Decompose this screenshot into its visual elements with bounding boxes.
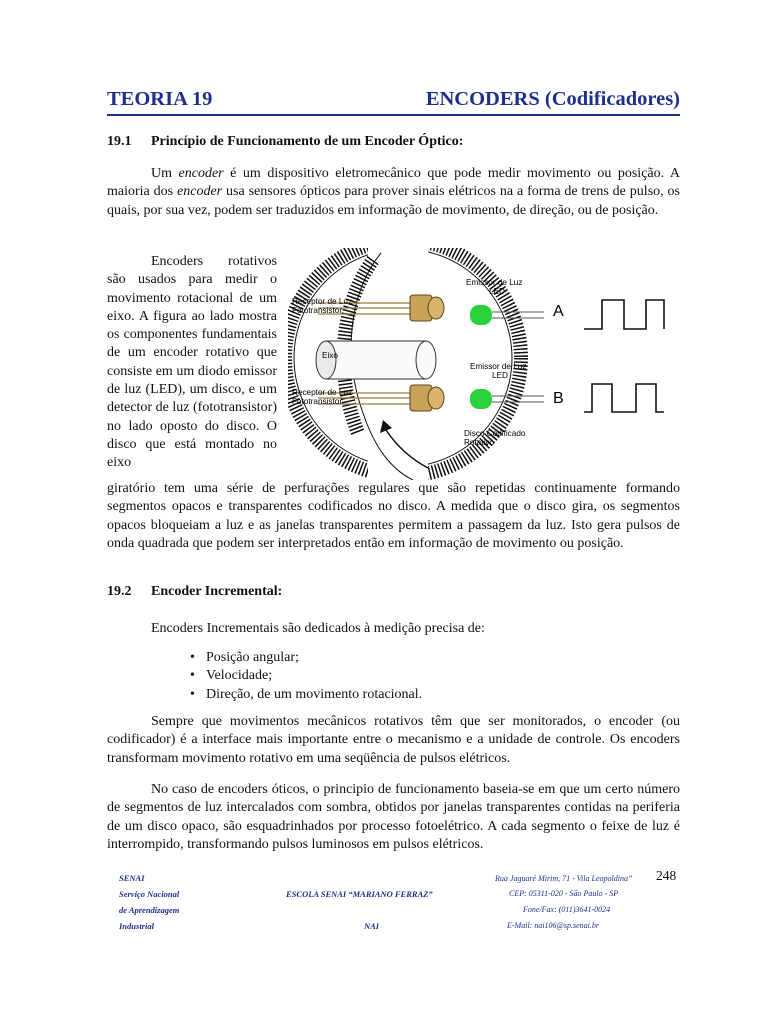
list-item: • Direção, de um movimento rotacional. bbox=[192, 686, 422, 704]
pulse-train-a bbox=[584, 300, 664, 329]
paragraph-interface: Sempre que movimentos mecânicos rotativos têm que ser monitorados, o encoder (ou codificador) é a interface mais importante entre o mecanismo e a unidade de controle. Os encoders transformam movimento rotativo em uma seqüência de pulsos elétricos. bbox=[107, 714, 680, 766]
encoder-figure bbox=[288, 248, 681, 480]
section-number: 19.2 bbox=[107, 584, 132, 599]
section-title: Encoder Incremental: bbox=[151, 584, 283, 599]
list-item: • Velocidade; bbox=[192, 667, 422, 685]
led-emitter-a bbox=[470, 305, 544, 325]
footer-school: ESCOLA SENAI “MARIANO FERRAZ” bbox=[286, 889, 433, 899]
section-heading-19-1 bbox=[107, 134, 463, 150]
footer-org-line: Serviço Nacional bbox=[119, 889, 180, 899]
receptor-label-top: Receptor de Luz bbox=[292, 297, 353, 306]
footer-org: SENAI bbox=[119, 873, 145, 883]
channel-a-label: A bbox=[553, 303, 564, 320]
paragraph-rotary-continued: giratório tem uma série de perfurações regulares que são repetidas continuamente formando segmentos opacos e transparentes codificados no disco. A medida que o disco gira, os segmentos opacos bloqueiam a luz e as janelas transparentes permitem a passagem da luz. Isto gera pulsos de onda quadrada que podem ser interpretados então em informação de movimento ou posição. bbox=[107, 481, 680, 551]
footer-email: E-Mail: nai106@sp.senai.br bbox=[507, 921, 600, 930]
disc-sublabel: Rotativo bbox=[464, 438, 495, 447]
channel-b-label: B bbox=[553, 390, 564, 407]
emitter-sublabel-top: LED bbox=[489, 287, 505, 296]
paragraph-optical-principle: No caso de encoders óticos, o principio de funcionamento baseia-se em que um certo número de segmentos de luz intercalados com sombra, obtidos por janelas transparentes contidas na periferia de um disco opaco, são esquadrinhados por processo fotoelétrico. A cada segmento o feixe de luz é interrompido, transformando pulsos luminosos em pulsos elétricos. bbox=[107, 782, 680, 852]
paragraph-incremental-intro: Encoders Incrementais são dedicados à medição precisa de: bbox=[151, 621, 485, 636]
footer-org-line: de Aprendizagem bbox=[119, 905, 180, 915]
page-number: 248 bbox=[656, 868, 677, 883]
paragraph-intro: Um encoder é um dispositivo eletromecânico que pode medir movimento ou posição. A maioria dos encoder usa sensores ópticos para prover sinais elétricos na a forma de trens de pulso, os quais, por sua vez, podem ser traduzidos em informação de movimento, de direção, ou de posição. bbox=[107, 166, 680, 218]
shaft bbox=[316, 341, 436, 379]
chapter-subject: ENCODERS (Codificadores) bbox=[425, 88, 680, 110]
chapter-title: TEORIA 19 bbox=[107, 88, 213, 110]
footer-postcode: CEP: 05311-020 - São Paulo - SP bbox=[509, 889, 619, 898]
footer-address: Rua Jaguaré Mirim, 71 - Vila Leopoldina” bbox=[495, 874, 633, 883]
emitter-label-top: Emissor de Luz bbox=[466, 278, 523, 287]
pulse-train-b bbox=[584, 384, 664, 412]
footer-unit: NAI bbox=[364, 921, 380, 931]
paragraph-rotary-side: Encoders rotativos são usados para medir o movimento rotacional de um eixo. A figura ao lado mostra os componentes fundamentais de um encoder rotativo que consiste em um diodo emissor de luz (LED), um disco, e um detector de luz (fototransistor) no lado oposto do disco. O disco que está montado no eixo bbox=[107, 254, 277, 471]
measurement-list bbox=[192, 649, 422, 704]
shaft-label: Eixo bbox=[322, 351, 338, 360]
section-heading-19-2 bbox=[107, 584, 282, 600]
emitter-sublabel-bottom: LED bbox=[492, 371, 508, 380]
footer-org-line: Industrial bbox=[119, 921, 154, 931]
receptor-sublabel-top: Fototransistor bbox=[292, 306, 343, 315]
disc-label: Disco Codificado bbox=[464, 429, 526, 438]
page-header bbox=[107, 88, 680, 116]
list-item: • Posição angular; bbox=[192, 649, 422, 667]
section-title: Princípio de Funcionamento de um Encoder Óptico: bbox=[151, 134, 464, 149]
section-number: 19.1 bbox=[107, 134, 132, 149]
footer-phone: Fone/Fax: (011)3641-0024 bbox=[523, 905, 611, 914]
receptor-sublabel-bottom: Fototransistor bbox=[292, 397, 343, 406]
emitter-label-bottom: Emissor de Luz bbox=[470, 362, 527, 371]
receptor-label-bottom: Receptor de Luz bbox=[292, 388, 353, 397]
